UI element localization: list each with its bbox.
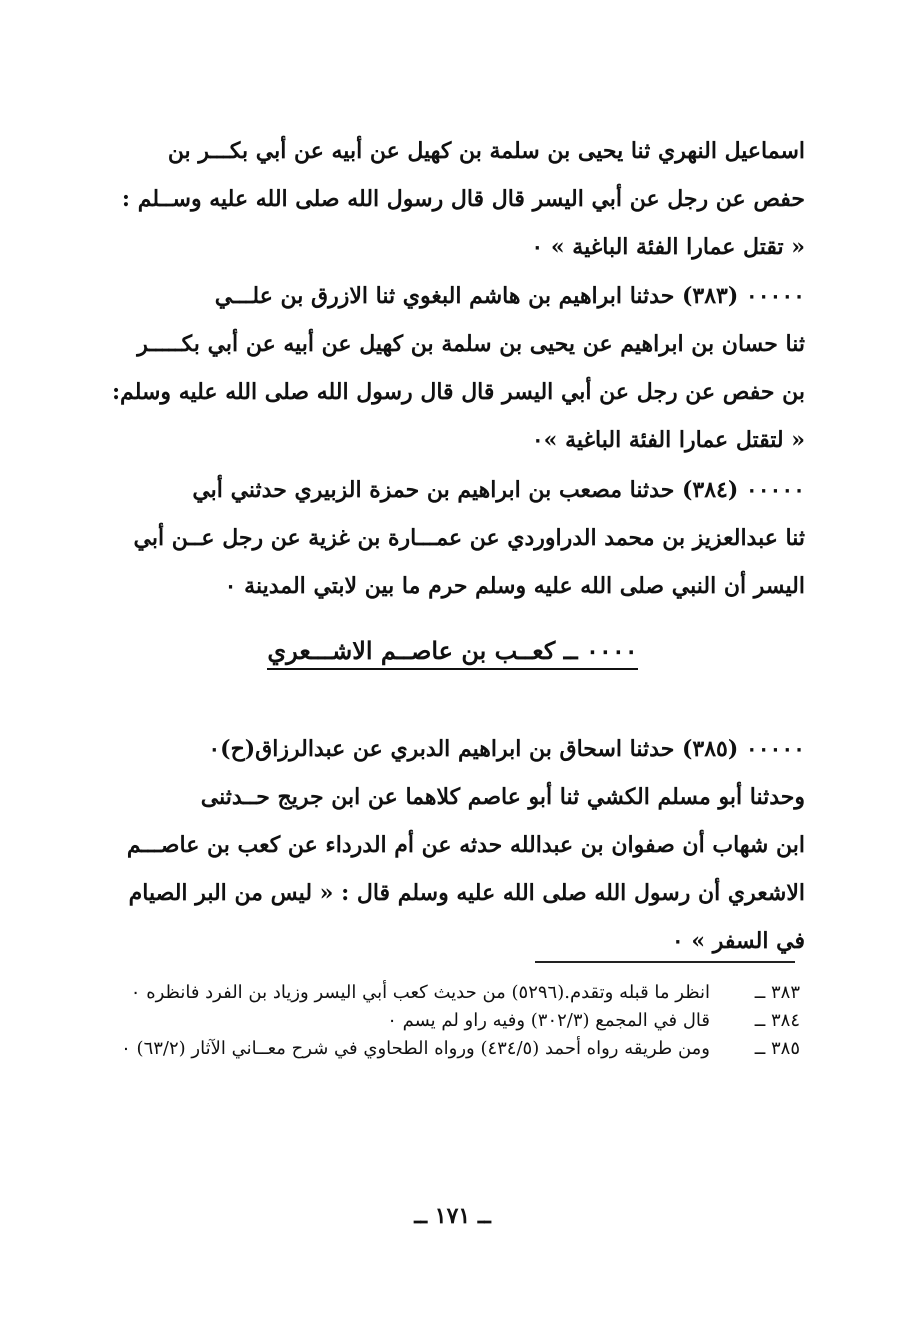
hadith-block-continuation — [95, 127, 805, 271]
hadith-block-384 — [95, 466, 805, 610]
section-heading — [0, 636, 905, 665]
text-line: في السفر » ٠ — [671, 928, 805, 954]
text-line: ٠٠٠٠٠ (٣٨٤) حدثنا مصعب بن ابراهيم بن حمزة الزبيري حدثني أبي — [192, 477, 805, 503]
footnote-text: ومن طريقه رواه أحمد (٤٣٤/٥) ورواه الطحاوي في شرح معــاني الآثار (٦٣/٢) ٠ — [121, 1038, 710, 1059]
footnote-385 — [85, 1036, 800, 1062]
text-line: ٠٠٠٠٠ (٣٨٣) حدثنا ابراهيم بن هاشم البغوي ثنا الازرق بن علـــي — [214, 283, 805, 309]
footnote-number: ٣٨٤ ــ — [754, 1010, 800, 1031]
footnote-text: انظر ما قبله وتقدم.(٥٢٩٦) من حديث كعب أبي اليسر وزياد بن الفرد فانظره ٠ — [130, 982, 710, 1003]
text-line: اليسر أن النبي صلى الله عليه وسلم حرم ما بين لابتي المدينة ٠ — [224, 573, 805, 599]
text-line: ابن شهاب أن صفوان بن عبدالله حدثه عن أم الدرداء عن كعب بن عاصـــم — [126, 832, 805, 858]
text-line: بن حفص عن رجل عن أبي اليسر قال قال رسول الله صلى الله عليه وسلم: — [111, 379, 805, 405]
section-heading-text: ٠٠٠٠ ــ كعــب بن عاصــم الاشـــعري — [267, 636, 637, 670]
page-number: ــ ١٧١ ــ — [414, 1203, 491, 1229]
text-line: اسماعيل النهري ثنا يحيى بن سلمة بن كهيل عن أبيه عن أبي بكـــر بن — [167, 138, 805, 164]
text-line: حفص عن رجل عن أبي اليسر قال قال رسول الله صلى الله عليه وســلم : — [121, 186, 805, 212]
text-line: الاشعري أن رسول الله صلى الله عليه وسلم قال : « ليس من البر الصيام — [128, 880, 805, 906]
footnote-number: ٣٨٥ ــ — [754, 1038, 800, 1059]
text-line: ٠٠٠٠٠ (٣٨٥) حدثنا اسحاق بن ابراهيم الدبري عن عبدالرزاق(ح)٠ — [208, 736, 805, 762]
footnote-separator — [535, 961, 795, 963]
footnote-384 — [85, 1008, 800, 1034]
text-line: ثنا حسان بن ابراهيم عن يحيى بن سلمة بن كهيل عن أبيه عن أبي بكـــــر — [137, 331, 805, 357]
text-line: « تقتل عمارا الفئة الباغية » ٠ — [531, 234, 805, 260]
footnote-383 — [85, 980, 800, 1006]
footnote-text: قال في المجمع (٣٠٢/٣) وفيه راو لم يسم ٠ — [387, 1010, 710, 1031]
footnotes — [85, 980, 800, 1064]
hadith-block-385 — [95, 725, 805, 965]
hadith-block-383 — [95, 272, 805, 464]
footnote-number: ٣٨٣ ــ — [754, 982, 800, 1003]
text-line: « لتقتل عمارا الفئة الباغية »٠ — [531, 427, 805, 453]
text-line: وحدثنا أبو مسلم الكشي ثنا أبو عاصم كلاهما عن ابن جريج حــدثنى — [200, 784, 805, 810]
text-line: ثنا عبدالعزيز بن محمد الدراوردي عن عمـــارة بن غزية عن رجل عــن أبي — [133, 525, 805, 551]
